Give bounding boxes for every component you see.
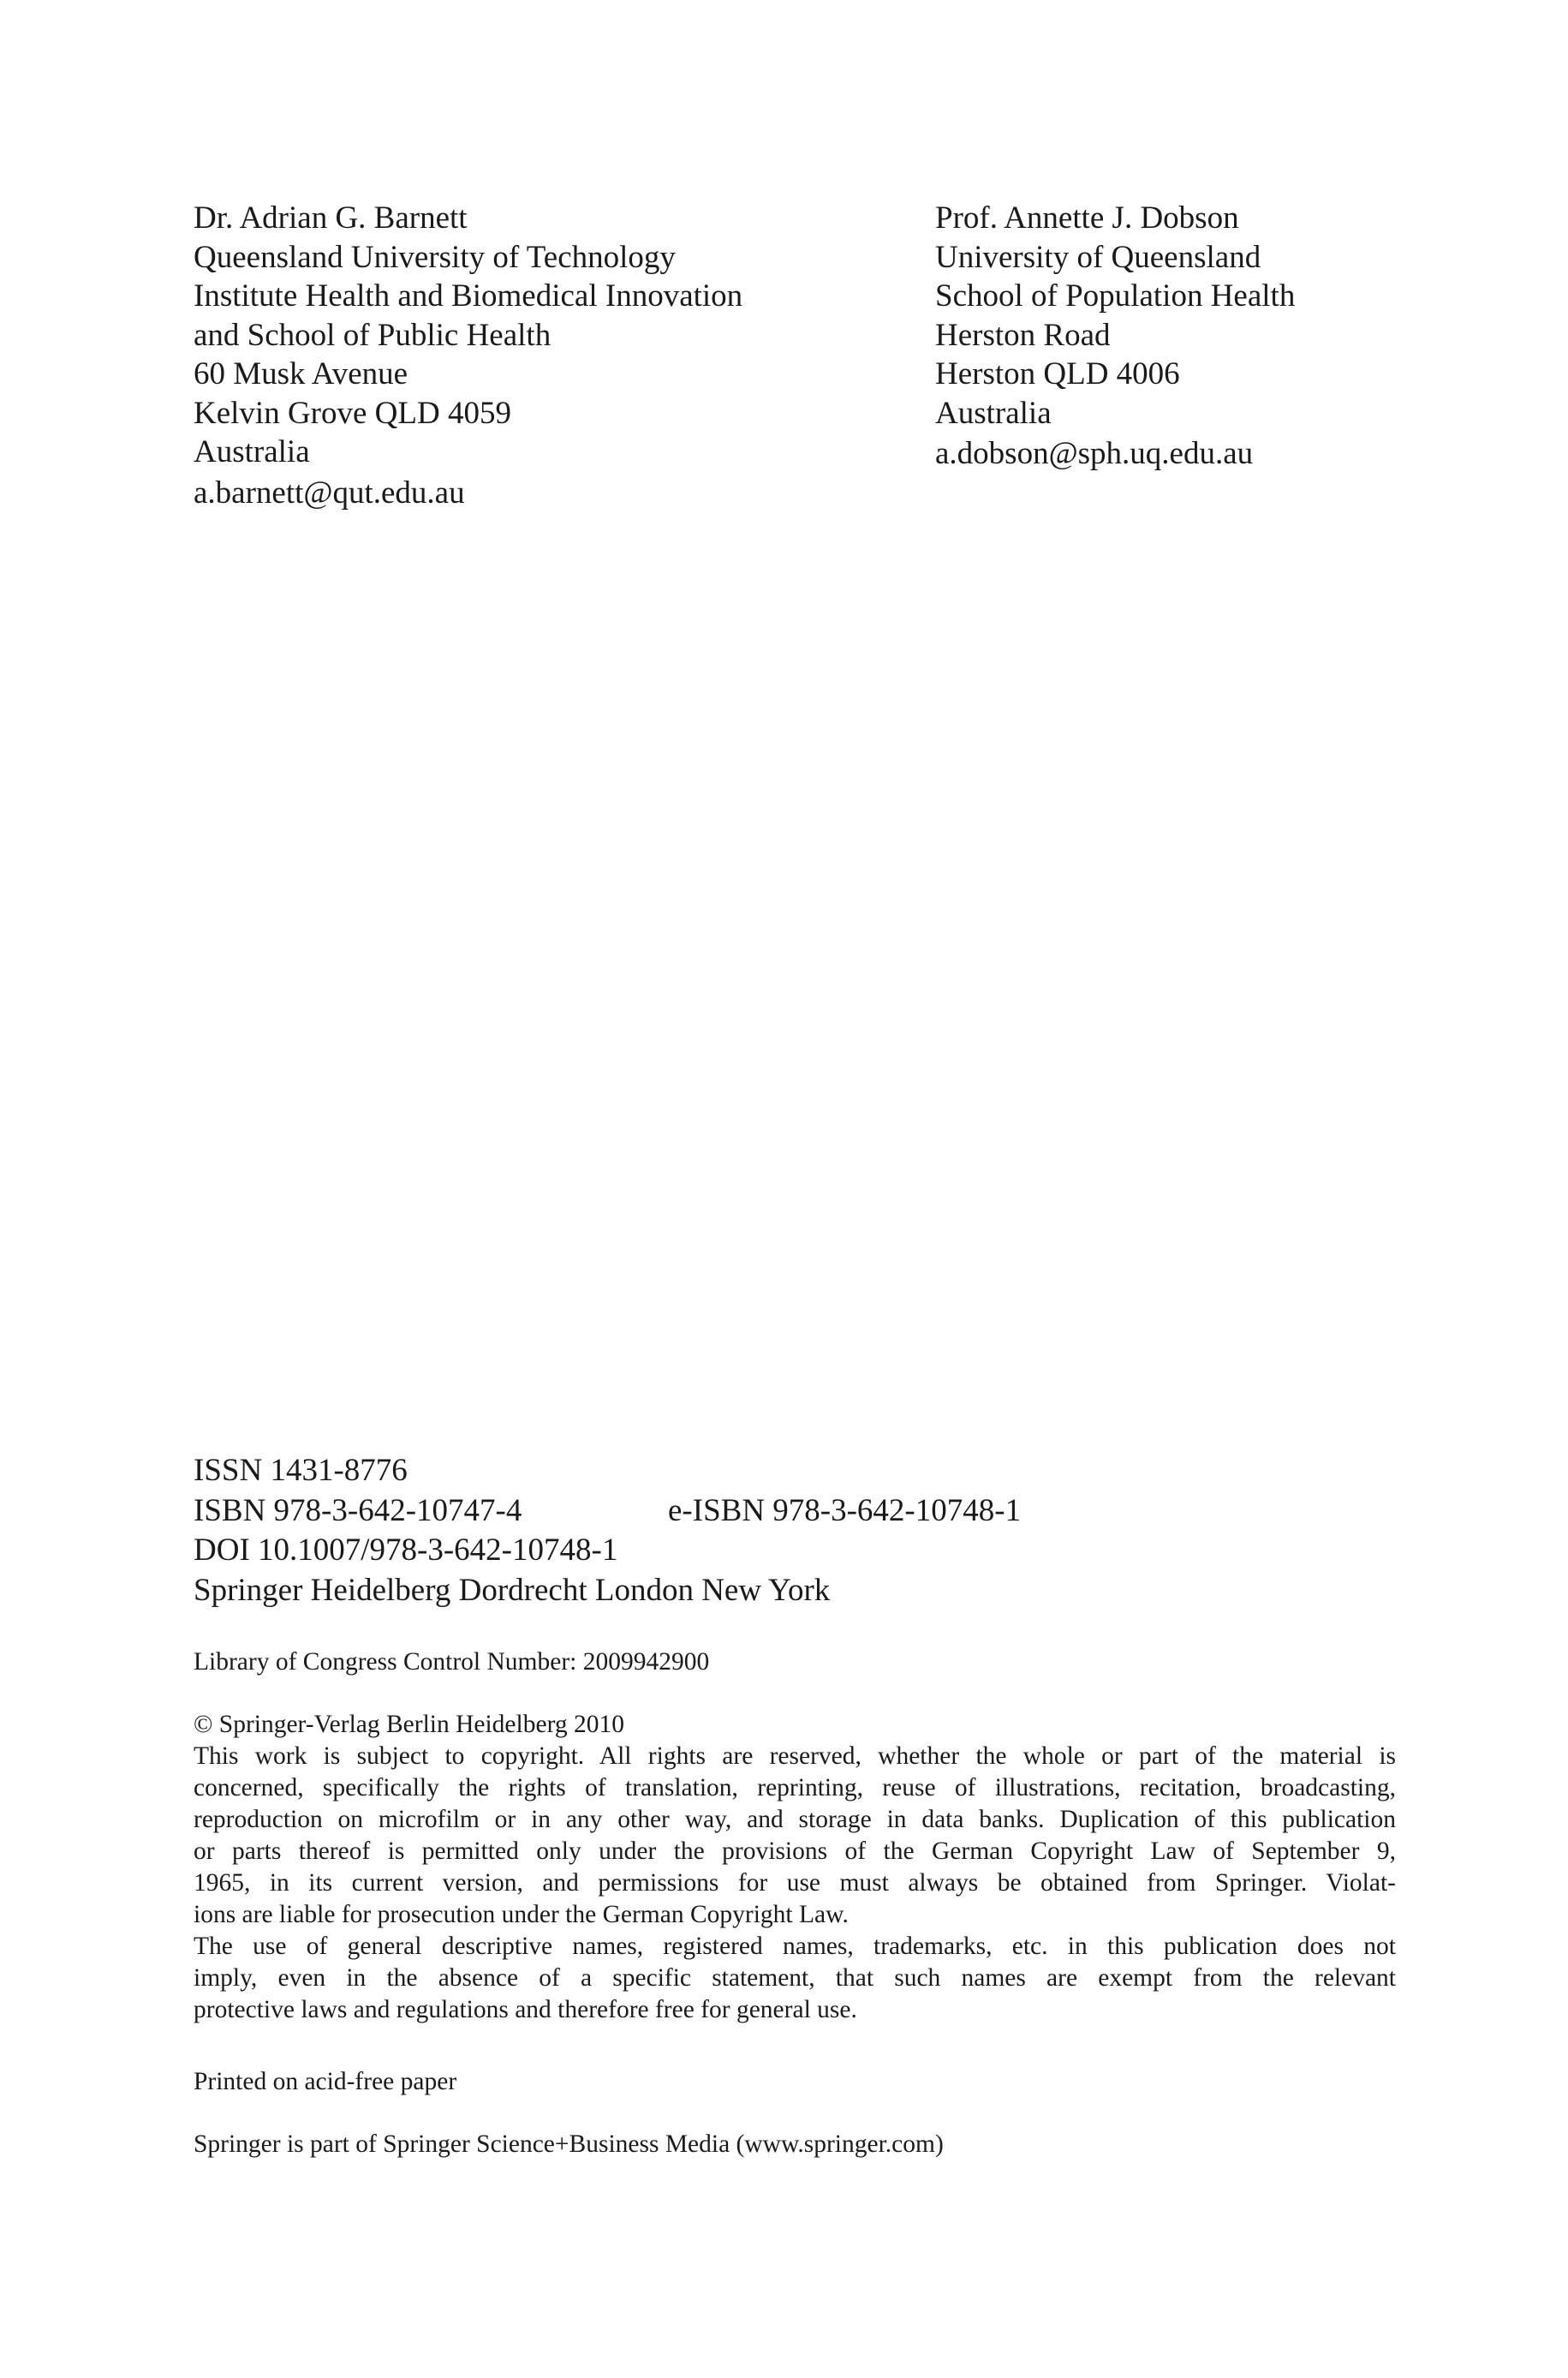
copyright-line: 1965, in its current version, and permissions for use must always be obtained from Springer. Violat- — [194, 1869, 1396, 1897]
acid-free-paper-note: Printed on acid-free paper — [194, 2068, 457, 2095]
author-email[interactable]: a.barnett@qut.edu.au — [194, 475, 465, 511]
author-address-dobson — [935, 199, 1535, 474]
copyright-line: concerned, specifically the rights of translation, reprinting, reuse of illustrations, recitation, broadcasting, — [194, 1774, 1396, 1801]
author-email[interactable]: a.dobson@sph.uq.edu.au — [935, 436, 1254, 471]
trademark-line: imply, even in the absence of a specific statement, that such names are exempt from the relevant — [194, 1964, 1396, 1992]
author-city: Kelvin Grove QLD 4059 — [194, 395, 511, 431]
trademark-line: The use of general descriptive names, registered names, trademarks, etc. in this publication does not — [194, 1933, 1396, 1960]
copyright-notice — [194, 1709, 1396, 2026]
issn: ISSN 1431-8776 — [194, 1453, 408, 1488]
author-name: Dr. Adrian G. Barnett — [194, 200, 468, 236]
copyright-line: ions are liable for prosecution under the German Copyright Law. — [194, 1901, 849, 1928]
lccn: Library of Congress Control Number: 2009942900 — [194, 1648, 710, 1676]
author-department: Institute Health and Biomedical Innovation — [194, 278, 743, 314]
author-institution: Queensland University of Technology — [194, 239, 676, 275]
author-country: Australia — [935, 395, 1052, 431]
trademark-line: protective laws and regulations and therefore free for general use. — [194, 1996, 857, 2023]
isbn: ISBN 978-3-642-10747-4 — [194, 1492, 522, 1528]
copyright-line: reproduction on microfilm or in any other way, and storage in data banks. Duplication of this publication — [194, 1806, 1396, 1833]
author-street: 60 Musk Avenue — [194, 356, 408, 391]
copyright-holder: © Springer-Verlag Berlin Heidelberg 2010 — [194, 1711, 624, 1738]
publisher-locations: Springer Heidelberg Dordrecht London New York — [194, 1572, 831, 1608]
copyright-line: or parts thereof is permitted only under the provisions of the German Copyright Law of September 9, — [194, 1837, 1396, 1865]
e-isbn: e-ISBN 978-3-642-10748-1 — [668, 1492, 1022, 1528]
author-street: Herston Road — [935, 317, 1111, 353]
author-address-barnett — [194, 199, 844, 512]
author-city: Herston QLD 4006 — [935, 356, 1180, 391]
author-department-cont: and School of Public Health — [194, 317, 551, 353]
springer-media-note: Springer is part of Springer Science+Business Media (www.springer.com) — [194, 2130, 944, 2158]
copyright-line: This work is subject to copyright. All rights are reserved, whether the whole or part of the material is — [194, 1742, 1396, 1770]
author-country: Australia — [194, 434, 310, 469]
doi: DOI 10.1007/978-3-642-10748-1 — [194, 1533, 618, 1568]
author-name: Prof. Annette J. Dobson — [935, 200, 1239, 236]
author-institution: University of Queensland — [935, 239, 1261, 275]
author-department: School of Population Health — [935, 278, 1296, 314]
publication-identifiers — [194, 1451, 1392, 1610]
isbn-row — [194, 1491, 1392, 1532]
